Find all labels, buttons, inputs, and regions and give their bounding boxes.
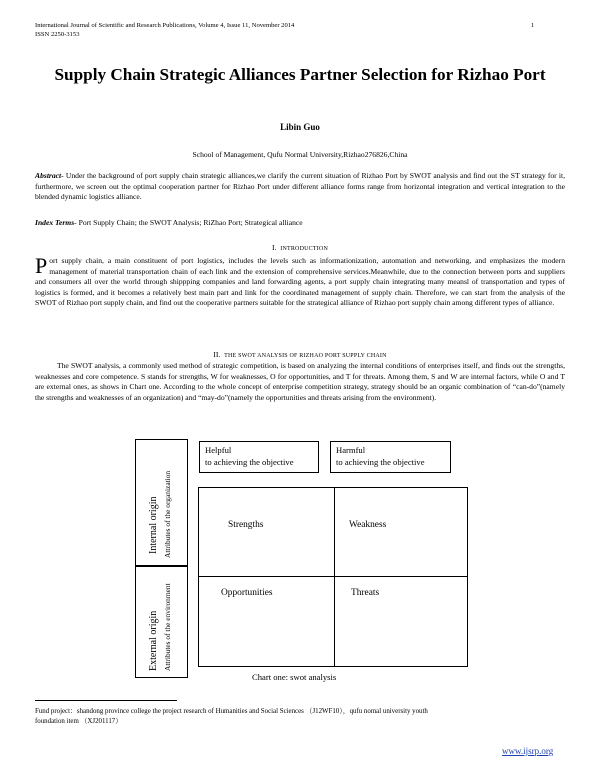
drop-cap: P xyxy=(35,253,48,278)
threats-label: Threats xyxy=(351,588,380,598)
harmful-label: Harmful xyxy=(336,445,366,455)
paper-title: Supply Chain Strategic Alliances Partner Selection for Rizhao Port xyxy=(54,65,546,84)
journal-header: International Journal of Scientific and Research Publications, Volume 4, Issue 11, November 2014 xyxy=(35,22,295,29)
page-number: 1 xyxy=(531,22,535,29)
harmful-box xyxy=(330,441,451,473)
index-terms-label: Index Terms xyxy=(35,218,75,227)
website-link[interactable]: www.ijsrp.org xyxy=(502,746,554,756)
internal-origin-sub: Attributes of the organization xyxy=(163,470,172,558)
external-origin-sub: Attributes of the environment xyxy=(163,583,172,671)
author: Libin Guo xyxy=(280,122,320,132)
introduction-paragraph xyxy=(35,253,565,309)
strengths-label: Strengths xyxy=(228,520,264,530)
chart-caption: Chart one: swot analysis xyxy=(252,672,337,682)
external-origin-label: External origin xyxy=(148,610,159,671)
weakness-label: Weakness xyxy=(349,520,387,530)
swot-grid xyxy=(198,487,468,667)
external-origin-box xyxy=(135,566,188,678)
introduction-text: ort supply chain, a main constituent of port logistics, includes the levels such as informationization, automation and networking, and emphasizes the modern management of material transportation chain of each link and the extension of comprehensive services.Meanwhile, due to the connection between ports and suppliers and consumers all over the world through shippping companies and land forwarding agents, a port supply chain integrating many meansl of transportation and types of logistics is formed, and it becomes a relatively best main part and link for the coordinated management of supply chain. Therefore, we can start from the analysis of the SWOT of Rizhao port supply chain, and find out the cooperative partners suitable for the strategical alliance of Rizhao port supply chain among different types of alliance. xyxy=(35,256,565,307)
helpful-label: Helpful xyxy=(205,445,232,455)
abstract xyxy=(35,171,565,203)
footnote xyxy=(35,707,575,726)
internal-origin-box xyxy=(135,439,188,566)
footnote-rule xyxy=(35,700,177,701)
swot-paragraph: The SWOT analysis, a commonly used method of strategic competition, is based on analyzing the internal conditions of enterprises itself, and finds out the strengths, weaknesses and core competence. S stands for strengths, W for weaknesses, O for opportunities, and T for threats. Among them, S and W are internal factors, while O and T are external ones, as shows in Chart one. According to the whole concept of enterprise competition strategy, strategy should be an organic combination of “can-do”(namely the strengths and weaknesses of an organization) and “may-do”(namely the opportunities and threats arising from the environment). xyxy=(35,361,565,402)
index-terms-text: - Port Supply Chain; the SWOT Analysis; RiZhao Port; Strategical alliance xyxy=(74,218,303,227)
internal-origin-label: Internal origin xyxy=(148,496,159,554)
grid-vertical-divider xyxy=(334,488,335,666)
abstract-text: - Under the background of port supply chain strategic alliances,we clarify the current situation of Rizhao Port by SWOT analysis and find out the ST strategy for it, furthermore, we screen out the optimal cooperation partner for Rizhao Port under different alliance forms range from horizontal integration and vertical integration to the blended dynamic logistics alliance. xyxy=(35,171,565,201)
harmful-sub: to achieving the objective xyxy=(336,457,425,467)
footnote-line-2: foundation item （XJ201117） xyxy=(35,717,123,725)
issn: ISSN 2250-3153 xyxy=(35,31,80,38)
section-heading-swot: II. THE SWOT ANALYSIS OF RIZHAO PORT SUPPLY CHAIN xyxy=(213,350,387,359)
abstract-label: Abstract xyxy=(35,171,62,180)
index-terms xyxy=(35,218,565,229)
section-heading-introduction: I. INTRODUCTION xyxy=(272,243,328,252)
grid-horizontal-divider xyxy=(199,576,467,577)
helpful-box xyxy=(199,441,319,473)
helpful-sub: to achieving the objective xyxy=(205,457,294,467)
affiliation: School of Management, Qufu Normal University,Rizhao276826,China xyxy=(192,150,408,159)
opportunities-label: Opportunities xyxy=(221,588,273,598)
footnote-line-1: Fund project：shandong province college the project research of Humanities and Social Sciences （J12WF10），qufu nomal university youth xyxy=(35,708,428,715)
